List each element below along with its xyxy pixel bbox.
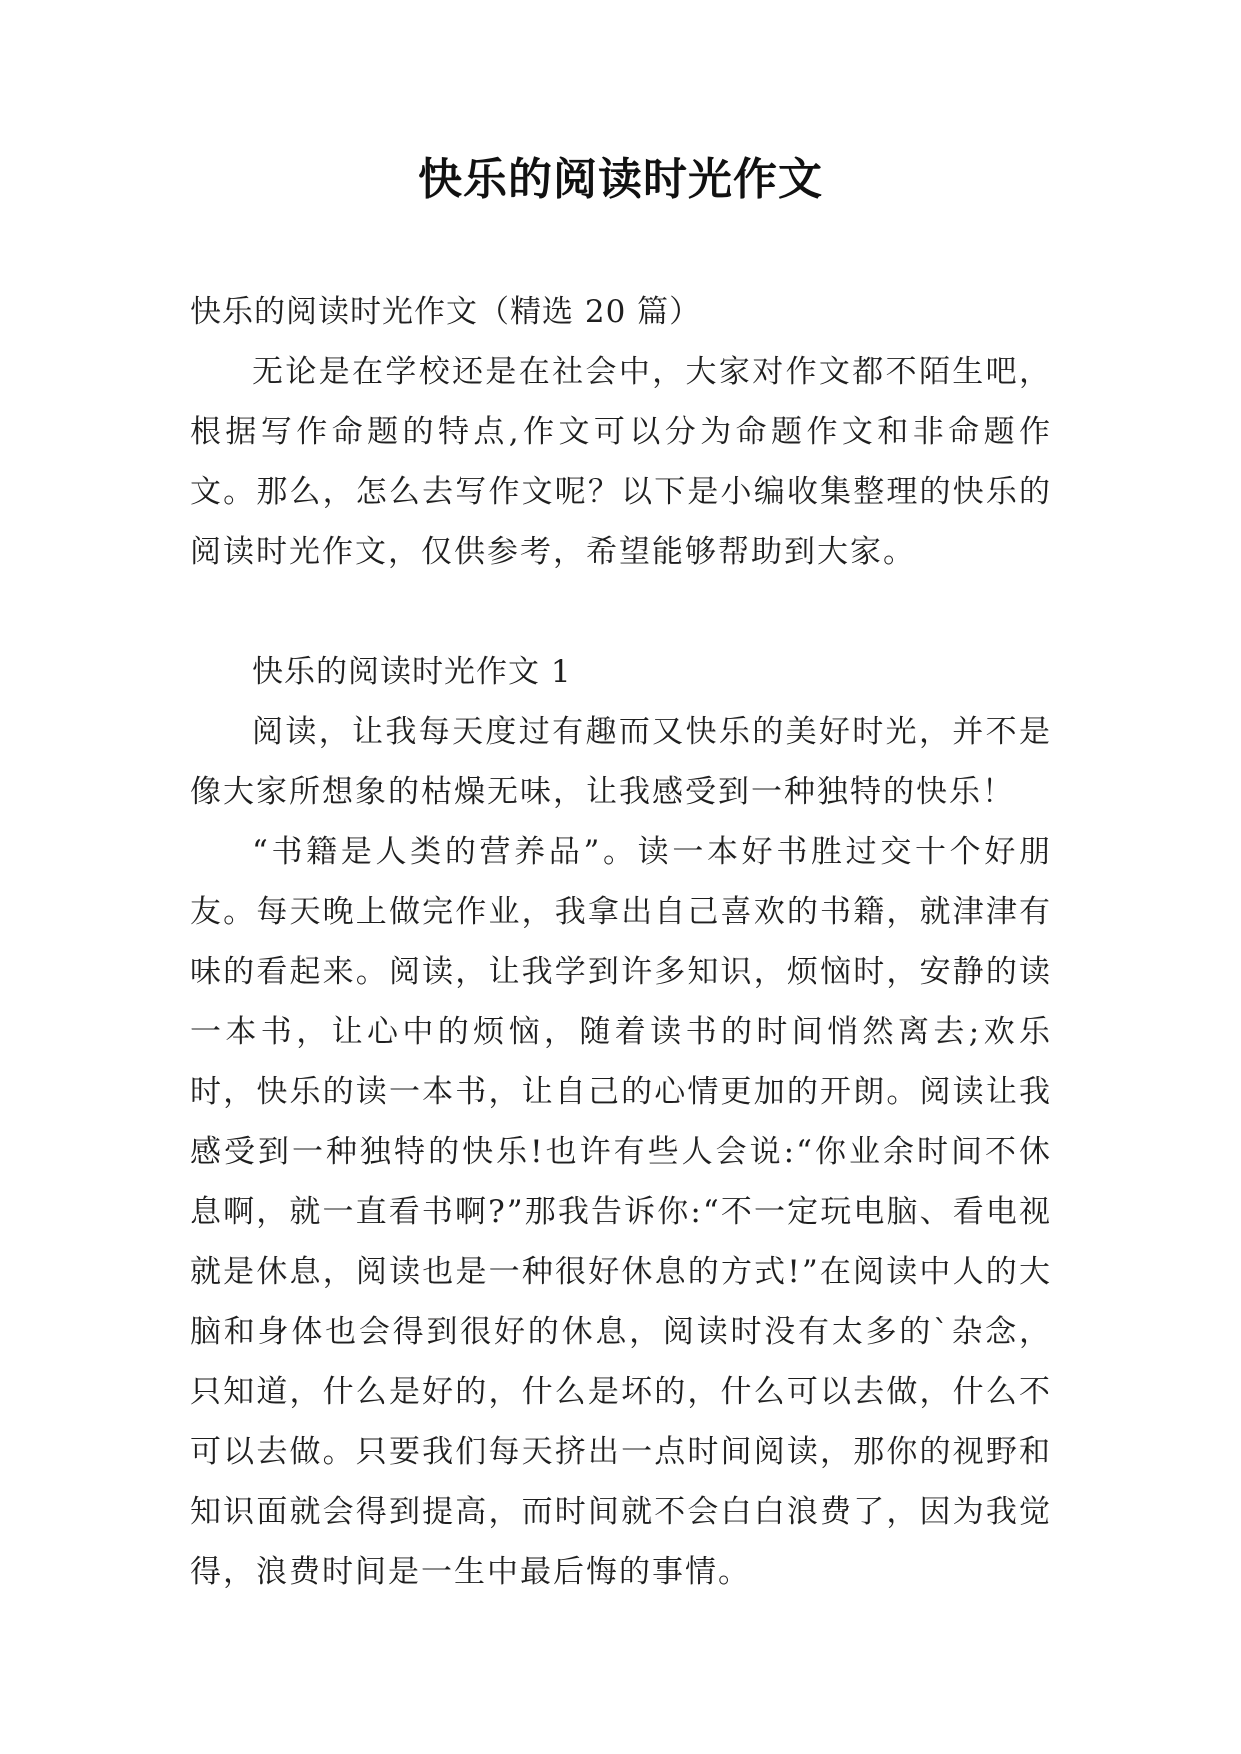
document-title: 快乐的阅读时光作文 — [418, 154, 823, 205]
document-body — [190, 282, 1052, 1602]
intro-paragraph: 无论是在学校还是在社会中，大家对作文都不陌生吧，根据写作命题的特点,作文可以分为命题作文和非命题作文。那么，怎么去写作文呢？以下是小编收集整理的快乐的阅读时光作文，仅供参考，希望能够帮助到大家。 — [190, 354, 1052, 570]
body-paragraph: “书籍是人类的营养品”。读一本好书胜过交十个好朋友。每天晚上做完作业，我拿出自己喜欢的书籍，就津津有味的看起来。阅读，让我学到许多知识，烦恼时，安静的读一本书，让心中的烦恼，随着读书的时间悄然离去;欢乐时，快乐的读一本书，让自己的心情更加的开朗。阅读让我感受到一种独特的快乐!也许有些人会说:“你业余时间不休息啊，就一直看书啊?”那我告诉你:“不一定玩电脑、看电视就是休息，阅读也是一种很好休息的方式!”在阅读中人的大脑和身体也会得到很好的休息，阅读时没有太多的`杂念，只知道，什么是好的，什么是坏的，什么可以去做，什么不可以去做。只要我们每天挤出一点时间阅读，那你的视野和知识面就会得到提高，而时间就不会白白浪费了，因为我觉得，浪费时间是一生中最后悔的事情。 — [190, 834, 1052, 1590]
document-subtitle: 快乐的阅读时光作文（精选 20 篇） — [190, 294, 702, 330]
section-heading: 快乐的阅读时光作文 1 — [252, 654, 572, 690]
body-paragraph: 阅读，让我每天度过有趣而又快乐的美好时光，并不是像大家所想象的枯燥无味，让我感受到一种独特的快乐！ — [190, 714, 1052, 810]
